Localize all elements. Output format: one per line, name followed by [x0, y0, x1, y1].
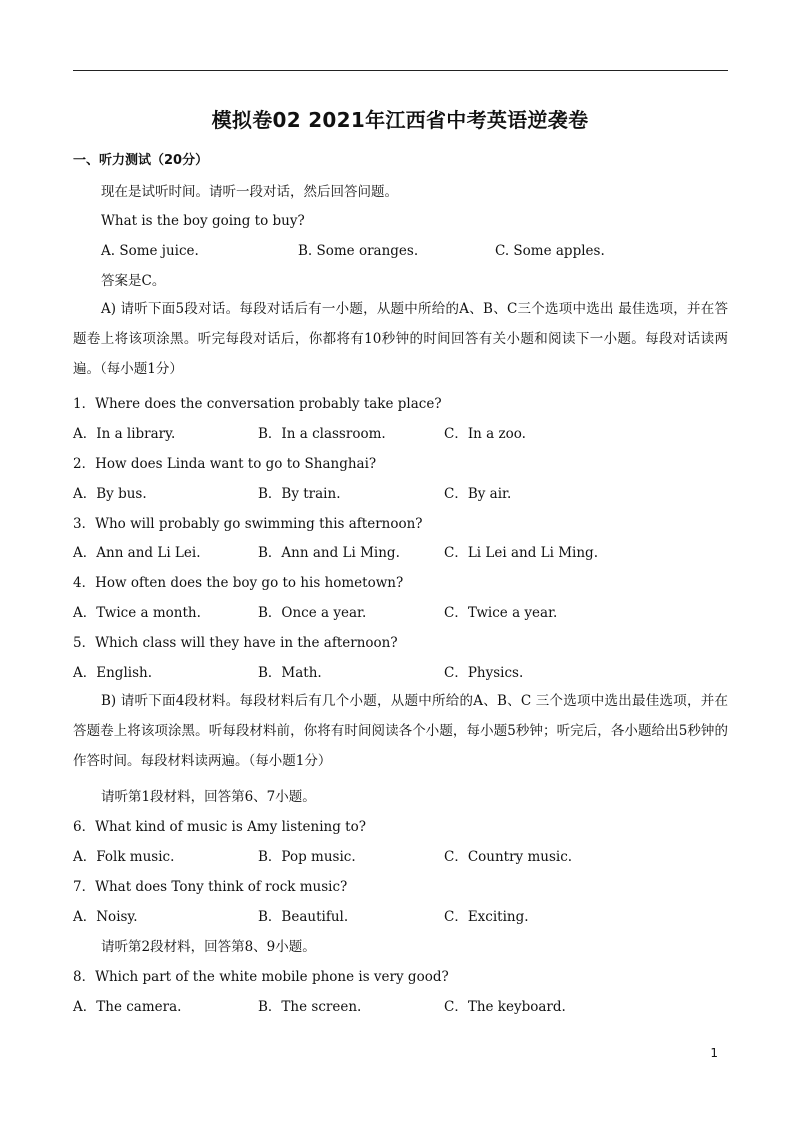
question-2: 2．How does Linda want to go to Shanghai?: [73, 456, 377, 472]
q2-option-a: A．By bus.: [73, 486, 147, 502]
q4-option-b: B．Once a year.: [258, 605, 367, 621]
question-6: 6．What kind of music is Amy listening to?: [73, 819, 366, 835]
trial-option-c: C. Some apples.: [495, 243, 605, 259]
question-1: 1．Where does the conversation probably take place?: [73, 396, 442, 412]
q3-option-c: C．Li Lei and Li Ming.: [444, 545, 598, 561]
trial-question: What is the boy going to buy?: [101, 213, 305, 229]
question-8: 8．Which part of the white mobile phone is very good?: [73, 969, 449, 985]
question-4: 4．How often does the boy go to his hometown?: [73, 575, 404, 591]
section-heading: 一、听力测试（20分）: [73, 153, 209, 168]
q6-option-b: B．Pop music.: [258, 849, 356, 865]
q6-option-c: C．Country music.: [444, 849, 573, 865]
question-7: 7．What does Tony think of rock music?: [73, 879, 348, 895]
q5-option-a: A．English.: [73, 665, 152, 681]
header-rule: [73, 70, 728, 71]
page-title: 模拟卷02 2021年江西省中考英语逆袭卷: [211, 108, 589, 132]
question-5: 5．Which class will they have in the afternoon?: [73, 635, 398, 651]
trial-option-b: B. Some oranges.: [298, 243, 419, 259]
q5-option-b: B．Math.: [258, 665, 322, 681]
q2-option-c: C．By air.: [444, 486, 512, 502]
q6-option-a: A．Folk music.: [73, 849, 175, 865]
q8-option-a: A．The camera.: [73, 999, 182, 1015]
part-a-instructions: A) 请听下面5段对话。每段对话后有一小题，从题中所给的A、B、C三个选项中选出 最佳选项，并在答题卷上将该项涂黑。听完每段对话后，你都将有10秒钟的时间回答有关小题和阅读下一小题。每段对话读两遍。（每小题1分）: [73, 301, 728, 377]
page-number: 1: [710, 1046, 718, 1060]
q1-option-b: B．In a classroom.: [258, 426, 386, 442]
q4-option-c: C．Twice a year.: [444, 605, 558, 621]
q7-option-a: A．Noisy.: [73, 909, 138, 925]
q1-option-c: C．In a zoo.: [444, 426, 526, 442]
trial-option-a: A. Some juice.: [101, 243, 199, 259]
q5-option-c: C．Physics.: [444, 665, 524, 681]
q2-option-b: B．By train.: [258, 486, 341, 502]
part-b-instructions: B) 请听下面4段材料。每段材料后有几个小题，从题中所给的A、B、C 三个选项中选出最佳选项，并在答题卷上将该项涂黑。听每段材料前，你将有时间阅读各个小题，每小题5秒钟；听完后，各小题给出5秒钟的作答时间。每段材料读两遍。（每小题1分）: [73, 693, 728, 769]
q3-option-b: B．Ann and Li Ming.: [258, 545, 400, 561]
q4-option-a: A．Twice a month.: [73, 605, 201, 621]
q8-option-b: B．The screen.: [258, 999, 362, 1015]
trial-intro: 现在是试听时间。请听一段对话，然后回答问题。: [101, 184, 398, 200]
q3-option-a: A．Ann and Li Lei.: [73, 545, 201, 561]
question-3: 3．Who will probably go swimming this afternoon?: [73, 516, 423, 532]
q7-option-b: B．Beautiful.: [258, 909, 349, 925]
trial-answer: 答案是C。: [101, 273, 166, 289]
q8-option-c: C．The keyboard.: [444, 999, 566, 1015]
material-2-note: 请听第2段材料，回答第8、9小题。: [101, 939, 316, 955]
q1-option-a: A．In a library.: [73, 426, 176, 442]
material-1-note: 请听第1段材料，回答第6、7小题。: [101, 789, 316, 805]
q7-option-c: C．Exciting.: [444, 909, 529, 925]
